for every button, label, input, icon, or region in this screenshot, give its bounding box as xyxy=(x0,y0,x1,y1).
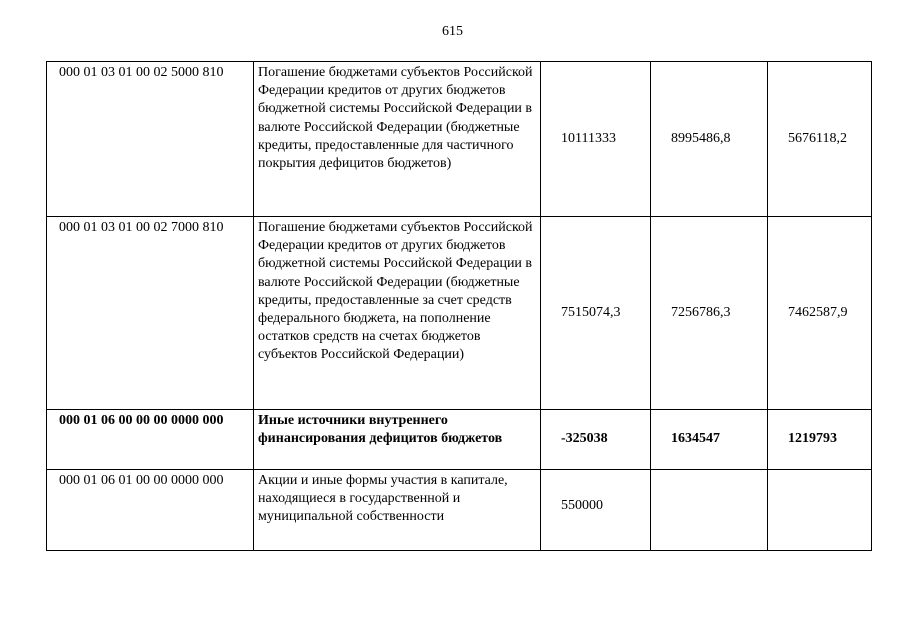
table-row xyxy=(47,470,872,551)
table-row xyxy=(47,217,872,410)
value-cell-year-3 xyxy=(768,470,872,551)
budget-code-cell: 000 01 03 01 00 02 5000 810 xyxy=(47,62,254,217)
value-cell-year-2: 7256786,3 xyxy=(651,217,768,410)
description-cell: Иные источники внутреннего финансирования дефицитов бюджетов xyxy=(254,410,541,470)
description-cell: Погашение бюджетами субъектов Российской Федерации кредитов от других бюджетов бюджетной системы Российской Федерации в валюте Российской Федерации (бюджетные кредиты, предоставленные для частичного покрытия дефицитов бюджетов) xyxy=(254,62,541,217)
value-cell-year-2: 1634547 xyxy=(651,410,768,470)
value-cell-year-1: 7515074,3 xyxy=(541,217,651,410)
value-cell-year-3: 5676118,2 xyxy=(768,62,872,217)
budget-code-cell: 000 01 03 01 00 02 7000 810 xyxy=(47,217,254,410)
budget-code-cell: 000 01 06 01 00 00 0000 000 xyxy=(47,470,254,551)
table-row-bold xyxy=(47,410,872,470)
value-cell-year-2 xyxy=(651,470,768,551)
value-cell-year-3: 1219793 xyxy=(768,410,872,470)
budget-code-cell: 000 01 06 00 00 00 0000 000 xyxy=(47,410,254,470)
budget-sources-table xyxy=(46,61,872,551)
page-number: 615 xyxy=(442,24,463,39)
description-cell: Акции и иные формы участия в капитале, находящиеся в государственной и муниципальной собственности xyxy=(254,470,541,551)
value-cell-year-2: 8995486,8 xyxy=(651,62,768,217)
value-cell-year-1: 550000 xyxy=(541,470,651,551)
table-row xyxy=(47,62,872,217)
value-cell-year-3: 7462587,9 xyxy=(768,217,872,410)
value-cell-year-1: 10111333 xyxy=(541,62,651,217)
value-cell-year-1: -325038 xyxy=(541,410,651,470)
description-cell: Погашение бюджетами субъектов Российской Федерации кредитов от других бюджетов бюджетной системы Российской Федерации в валюте Российской Федерации (бюджетные кредиты, предоставленные за счет средств федерального бюджета, на пополнение остатков средств на счетах бюджетов субъектов Российской Федерации) xyxy=(254,217,541,410)
